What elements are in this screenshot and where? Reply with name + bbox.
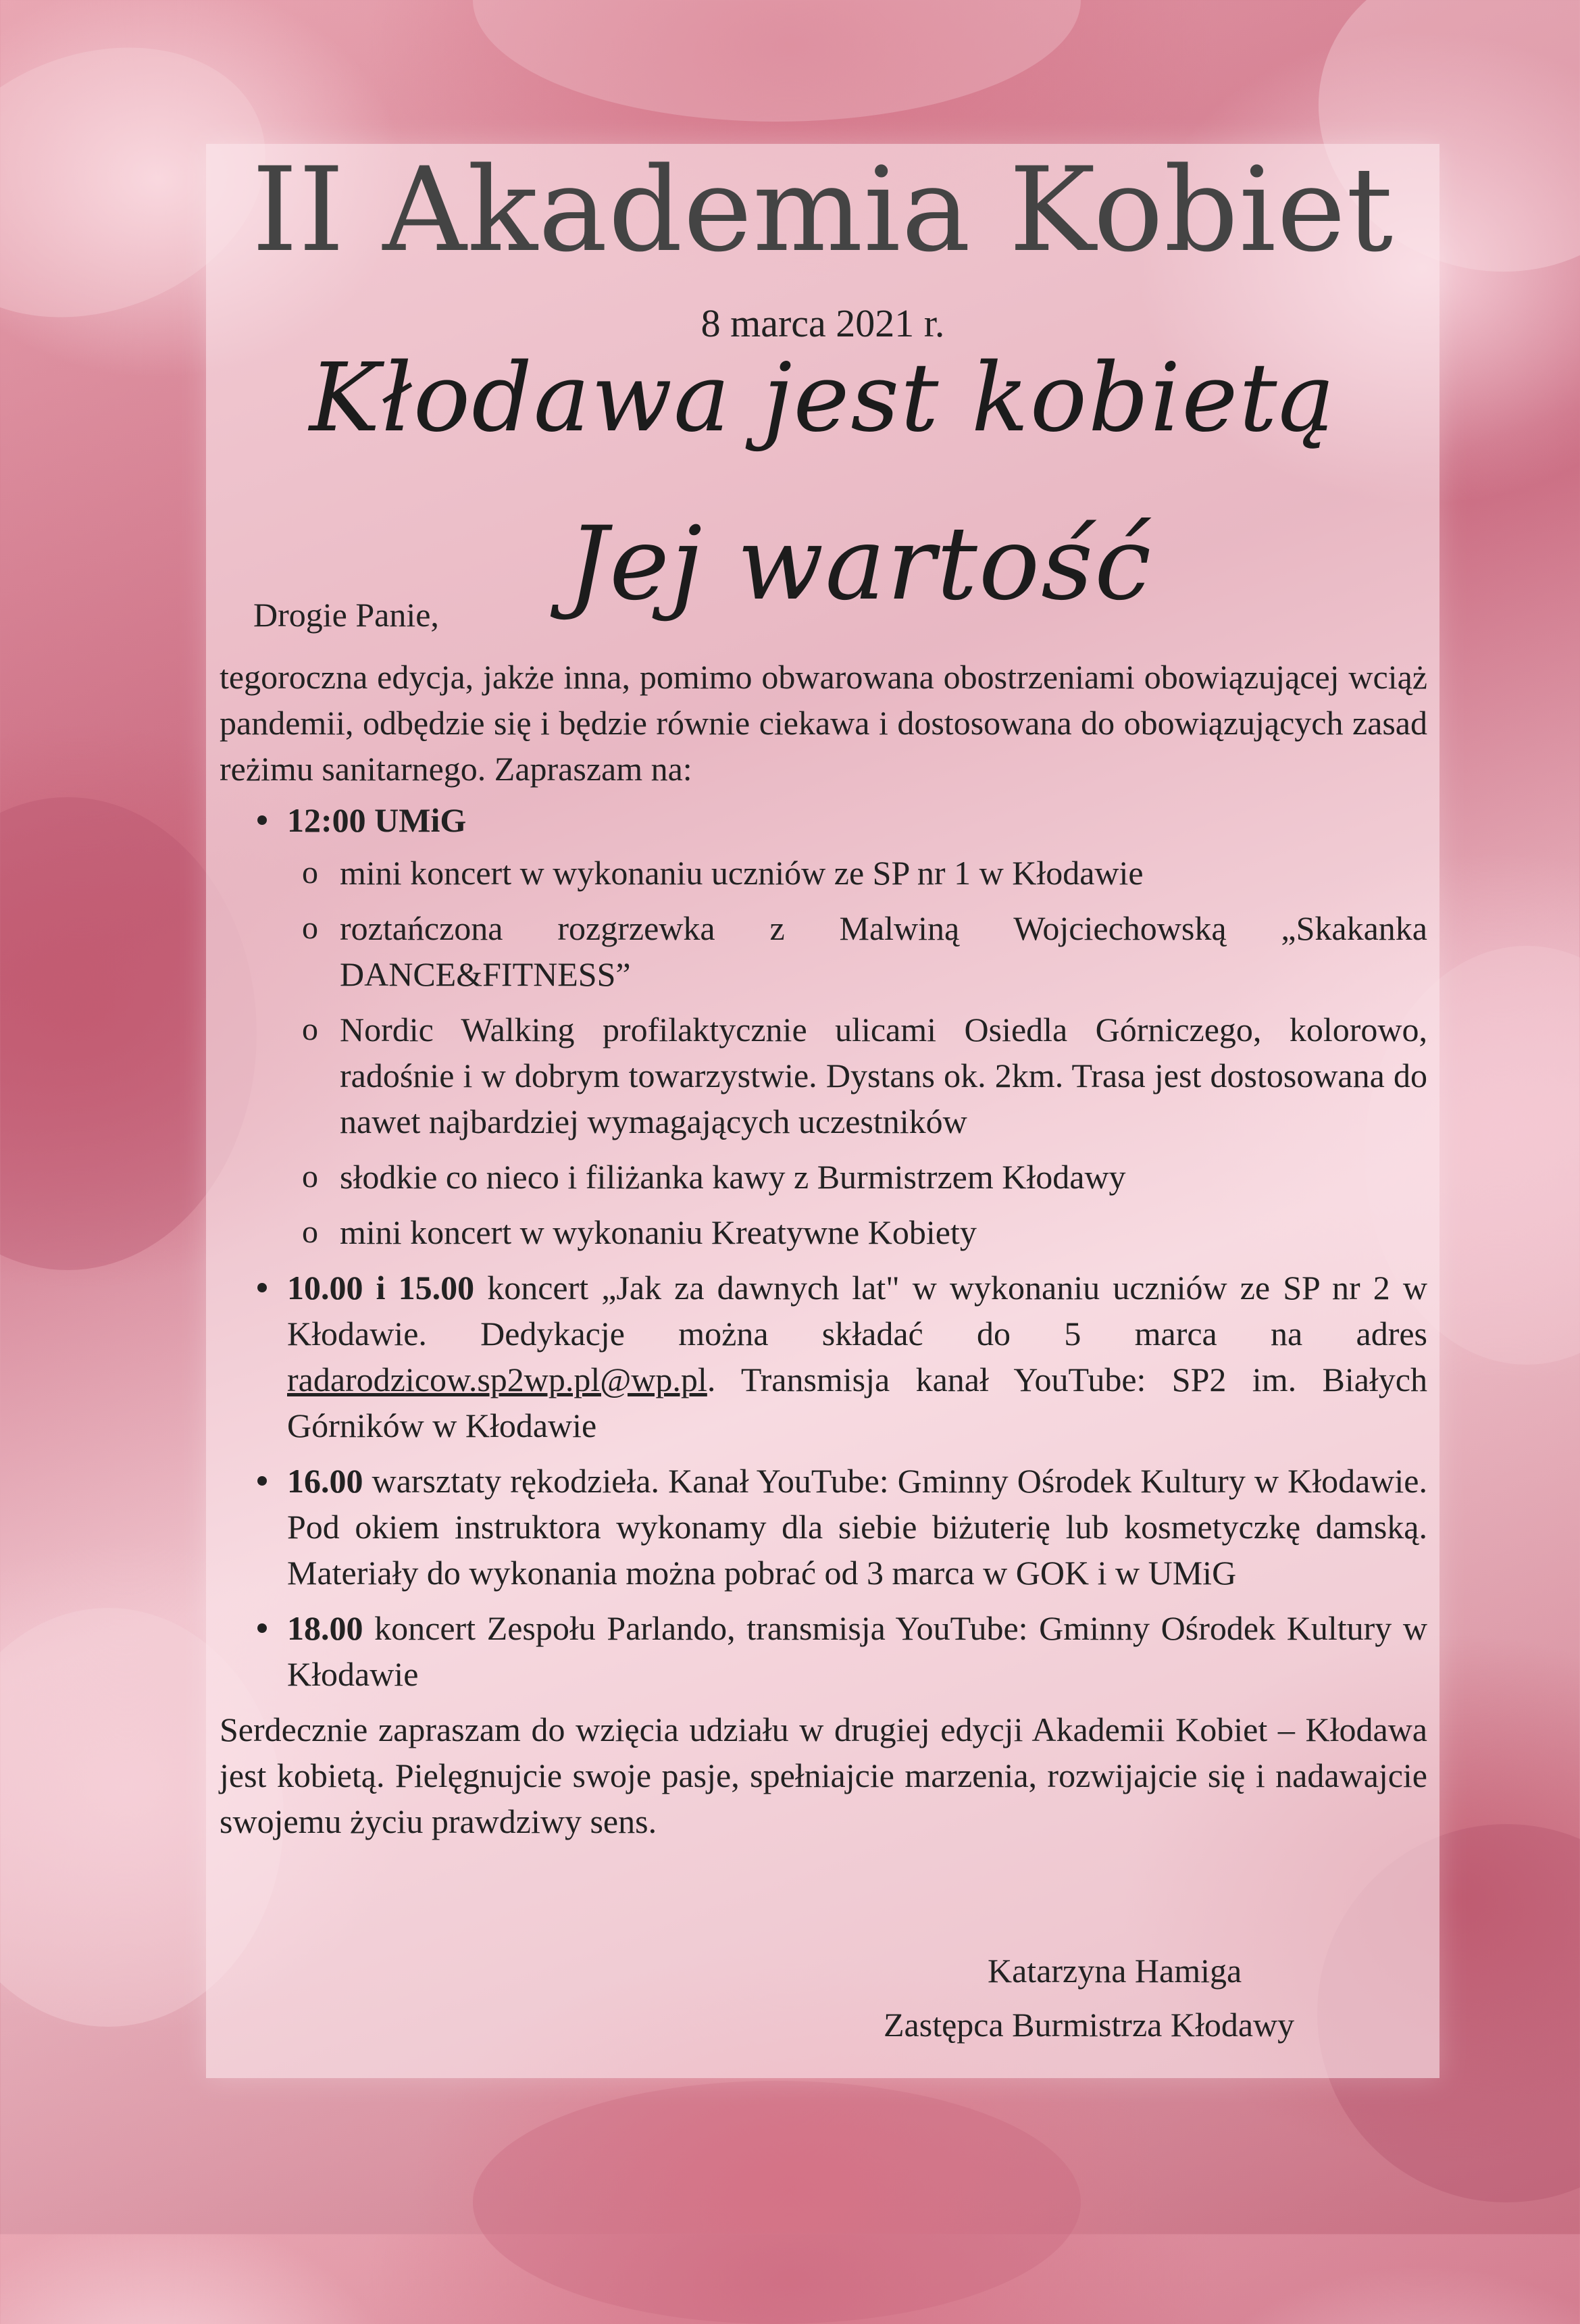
list-item [287,1265,1427,1448]
event-description: koncert „Jak za dawnych lat" w wykonaniu uczniów ze SP nr 2 w Kłodawie. Dedykacje można składać do 5 marca na adres [287,1269,1428,1353]
list-item: o Nordic Walking profilaktycznie ulicami Osiedla Górniczego, kolorowo, radośnie i w dobrym towarzystwie. Dystans ok. 2km. Trasa jest dostosowana do nawet najbardziej wymagających uczestników [340,1007,1427,1144]
event-description: koncert Zespołu Parlando, transmisja YouTube: Gminny Ośrodek Kultury w Kłodawie [287,1609,1427,1693]
event-description: warsztaty rękodzieła. Kanał YouTube: Gminny Ośrodek Kultury w Kłodawie. Pod okiem instruktora wykonamy dla siebie biżuterię lub kosmetyczkę damską. Materiały do wykonania można pobrać od 3 marca w GOK i w UMiG [287,1462,1428,1592]
event-time: 10.00 i 15.00 [287,1269,475,1307]
list-item: o roztańczona rozgrzewka z Malwiną Wojciechowską „Skakanka DANCE&FITNESS” [340,905,1427,997]
event-date: 8 marca 2021 r. [700,301,945,345]
event-description: . Transmisja kanał YouTube: SP2 im. Białych Górników w Kłodawie [287,1361,1427,1444]
greeting: Drogie Panie, [253,596,439,634]
event-time: 12:00 UMiG [287,801,467,839]
list-item: o mini koncert w wykonaniu uczniów ze SP nr 1 w Kłodawie [340,850,1427,896]
background-petal [473,2081,1081,2324]
list-item [287,797,1427,1255]
page-title: II Akademia Kobiet [251,142,1394,278]
background-petal [473,0,1081,122]
script-subheadline: Jej wartość [567,505,1153,623]
script-headline: Kłodawa jest kobietą [309,343,1337,453]
closing-paragraph: Serdecznie zapraszam do wzięcia udziału w drugiej edycji Akademii Kobiet – Kłodawa jest kobietą. Pielęgnujcie swoje pasje, spełniajcie marzenia, rozwijajcie się i nadawajcie swojemu życiu prawdziwy sens. [220,1711,1427,1840]
list-item [287,1605,1427,1697]
event-time: 18.00 [287,1609,363,1647]
signature-role: Zastępca Burmistrza Kłodawy [884,2006,1295,2044]
list-item: o słodkie co nieco i filiżanka kawy z Burmistrzem Kłodawy [340,1154,1427,1200]
event-list [220,797,1427,1697]
email-link[interactable]: radarodzicow.sp2wp.pl@wp.pl [287,1361,707,1398]
intro-paragraph: tegoroczna edycja, jakże inna, pomimo obwarowana obostrzeniami obowiązującej wciąż pandemii, odbędzie się i będzie równie ciekawa i dostosowana do obowiązujących zasad reżimu sanitarnego. Zapraszam na: [220,658,1427,788]
letter-body [220,654,1427,1844]
signature-name: Katarzyna Hamiga [988,1952,1242,1990]
list-item: o mini koncert w wykonaniu Kreatywne Kobiety [340,1209,1427,1255]
event-time: 16.00 [287,1462,363,1500]
sub-event-list [287,850,1427,1255]
list-item [287,1458,1427,1596]
